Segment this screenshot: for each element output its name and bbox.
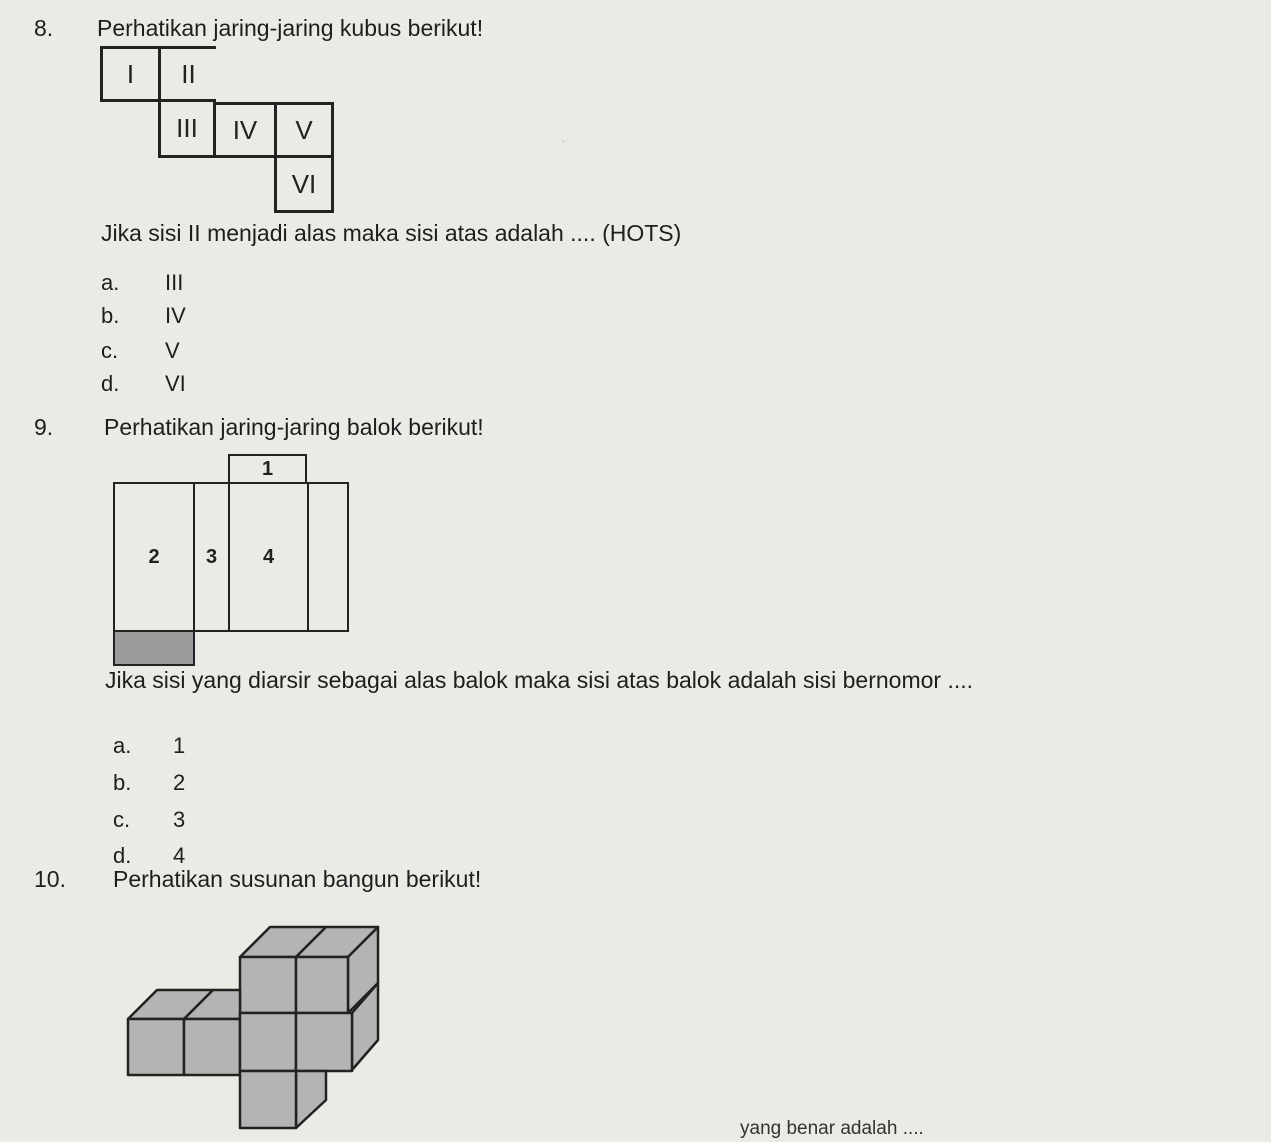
q9-option-c-letter: c. — [113, 807, 131, 832]
question-10-prompt: Perhatikan susunan bangun berikut! — [113, 866, 482, 892]
cuboid-face-2: 2 — [113, 482, 195, 632]
cube-face-5: V — [274, 102, 334, 158]
question-8-prompt: Perhatikan jaring-jaring kubus berikut! — [97, 15, 484, 41]
cube-front-face — [296, 1013, 352, 1071]
q9-option-b-value: 2 — [173, 770, 186, 795]
cuboid-face-3: 3 — [193, 482, 230, 632]
cube-face-6: VI — [274, 155, 334, 213]
q9-option-d-value: 4 — [173, 843, 186, 868]
show-through-text: · — [560, 130, 567, 152]
cube-face-1: I — [100, 46, 158, 102]
q8-option-b-letter: b. — [101, 303, 120, 328]
question-10-number: 10. — [34, 866, 66, 892]
question-9-prompt: Perhatikan jaring-jaring balok berikut! — [104, 414, 484, 440]
q8-option-c-letter: c. — [101, 338, 119, 363]
q8-option-a-value: III — [165, 270, 184, 295]
cube-side-face — [296, 1071, 326, 1128]
question-8-text: Jika sisi II menjadi alas maka sisi atas adalah .... (HOTS) — [101, 220, 682, 246]
cube-front-face — [296, 957, 348, 1013]
cube-front-face — [240, 957, 296, 1013]
cube-front-face — [240, 1013, 296, 1071]
cuboid-face-1: 1 — [228, 454, 307, 484]
q9-option-a-letter: a. — [113, 733, 132, 758]
q9-option-a-value: 1 — [173, 733, 186, 758]
cube-face-2: II — [158, 46, 216, 102]
cube-front-face — [128, 1019, 184, 1075]
cube-face-4: IV — [216, 102, 274, 158]
q8-option-c-value: V — [165, 338, 180, 363]
cube-face-3: III — [158, 102, 216, 158]
cube-front-face — [184, 1019, 240, 1075]
q9-option-d-letter: d. — [113, 843, 132, 868]
q9-option-b-letter: b. — [113, 770, 132, 795]
q8-option-d-letter: d. — [101, 371, 120, 396]
q8-option-b-value: IV — [165, 303, 186, 328]
question-9-number: 9. — [34, 414, 54, 440]
footer-partial-text: yang benar adalah .... — [740, 1118, 924, 1139]
q8-option-a-letter: a. — [101, 270, 120, 295]
cuboid-face-4: 4 — [228, 482, 309, 632]
question-8-number: 8. — [34, 15, 54, 41]
question-9-text: Jika sisi yang diarsir sebagai alas balok maka sisi atas balok adalah sisi bernomor .... — [105, 667, 974, 693]
q9-option-c-value: 3 — [173, 807, 186, 832]
q8-option-d-value: VI — [165, 371, 186, 396]
cube-front-face — [240, 1071, 296, 1128]
